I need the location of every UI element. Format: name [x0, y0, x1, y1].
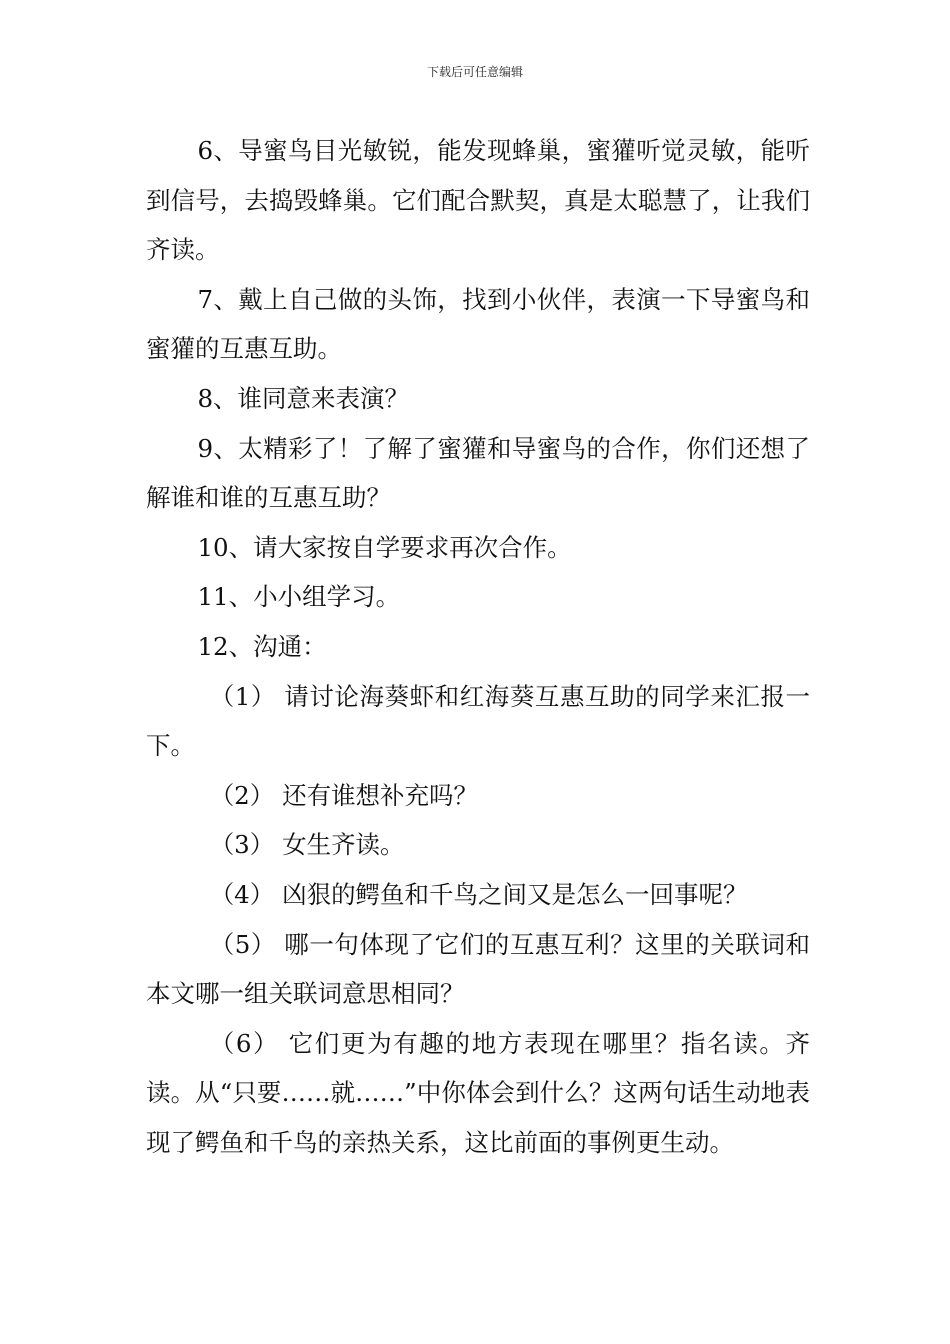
paragraph-7: 7、戴上自己做的头饰，找到小伙伴，表演一下导蜜鸟和蜜獾的互惠互助。: [146, 284, 810, 364]
sub-item-4: （4） 凶狠的鳄鱼和千鸟之间又是怎么一回事呢？: [209, 879, 748, 909]
sub-item-5: （5） 哪一句体现了它们的互惠互利？这里的关联词和本文哪一组关联词意思相同？: [146, 929, 810, 1009]
paragraph-6: 6、导蜜鸟目光敏锐，能发现蜂巢，蜜獾听觉灵敏，能听到信号，去捣毁蜂巢。它们配合默契，真是太聪慧了，让我们齐读。: [146, 136, 810, 265]
page-header: 下载后可任意编辑: [426, 65, 523, 79]
paragraph-10: 10、请大家按自学要求再次合作。: [197, 532, 572, 562]
sub-item-1: （1） 请讨论海葵虾和红海葵互惠互助的同学来汇报一下。: [146, 681, 810, 761]
sub-item-2: （2） 还有谁想补充吗？: [209, 780, 479, 810]
paragraph-8: 8、谁同意来表演？: [197, 383, 410, 413]
paragraph-9: 9、太精彩了！了解了蜜獾和导蜜鸟的合作，你们还想了解谁和谁的互惠互助？: [146, 433, 810, 513]
document-body: [146, 126, 810, 1167]
paragraph-11: 11、小小组学习。: [197, 582, 401, 612]
sub-item-3: （3） 女生齐读。: [209, 830, 405, 860]
paragraph-12: 12、沟通：: [197, 631, 327, 661]
sub-item-6: （6） 它们更为有趣的地方表现在哪里？指名读。齐读。从“只要……就……”中你体会到什么？这两句话生动地表现了鳄鱼和千鸟的亲热关系，这比前面的事例更生动。: [146, 1028, 810, 1157]
